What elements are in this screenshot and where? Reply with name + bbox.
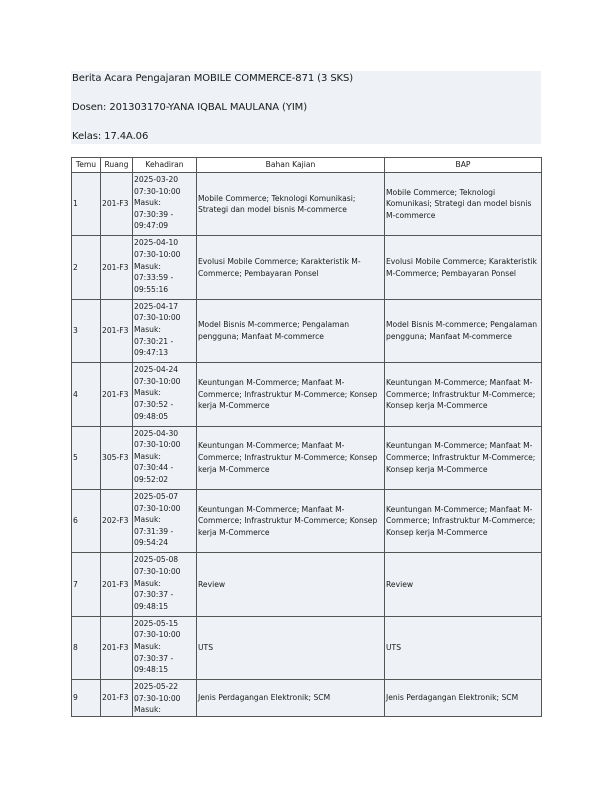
kehadiran-line: 07:30-10:00	[134, 440, 181, 450]
kehadiran-line: Masuk:	[134, 515, 161, 525]
kehadiran-line: 07:30:37 -	[134, 653, 174, 663]
column-header-ruang: Ruang	[101, 158, 133, 173]
kehadiran-line: 2025-03-20	[134, 175, 179, 184]
cell-temu: 8	[72, 616, 101, 679]
kehadiran-line: 07:30-10:00	[134, 376, 181, 386]
cell-bap: Keuntungan M-Commerce; Manfaat M-Commerce; Infrastruktur M-Commerce; Konsep kerja M-Commerce	[385, 363, 542, 426]
kehadiran-line: 2025-05-22	[134, 682, 179, 692]
table-row	[72, 236, 542, 299]
cell-ruang: 201-F3	[101, 173, 133, 236]
kehadiran-line: 09:47:09	[134, 221, 169, 231]
cell-bap: Jenis Perdagangan Elektronik; SCM	[385, 680, 542, 717]
kehadiran-line: 07:30:39 -	[134, 209, 174, 219]
cell-bahan-kajian: UTS	[197, 616, 385, 679]
cell-ruang: 201-F3	[101, 680, 133, 717]
cell-temu: 5	[72, 426, 101, 489]
cell-bap: Keuntungan M-Commerce; Manfaat M-Commerce; Infrastruktur M-Commerce; Konsep kerja M-Commerce	[385, 489, 542, 552]
table-row	[72, 680, 542, 717]
table-row	[72, 426, 542, 489]
cell-ruang: 201-F3	[101, 616, 133, 679]
column-header-kehadiran: Kehadiran	[133, 158, 197, 173]
kehadiran-line: 09:52:02	[134, 474, 169, 484]
cell-temu: 1	[72, 173, 101, 236]
table-row	[72, 363, 542, 426]
kehadiran-line: 09:47:13	[134, 348, 169, 358]
kehadiran-line: 09:48:15	[134, 665, 169, 675]
kehadiran-line: 07:30-10:00	[134, 186, 181, 196]
lecturer-line: Dosen: 201303170-YANA IQBAL MAULANA (YIM)	[72, 102, 308, 113]
column-header-bahan-kajian: Bahan Kajian	[197, 158, 385, 173]
cell-bahan-kajian: Keuntungan M-Commerce; Manfaat M-Commerce; Infrastruktur M-Commerce; Konsep kerja M-Commerce	[197, 426, 385, 489]
kehadiran-line: Masuk:	[134, 451, 161, 461]
table-header-row	[72, 158, 542, 173]
kehadiran-line: 2025-05-15	[134, 618, 179, 628]
table-row	[72, 489, 542, 552]
kehadiran-line: Masuk:	[134, 578, 161, 588]
kehadiran-line: 2025-04-10	[134, 238, 179, 248]
cell-kehadiran	[133, 489, 197, 552]
kehadiran-line: 2025-05-07	[134, 491, 179, 501]
kehadiran-line: 07:30-10:00	[134, 566, 181, 576]
cell-ruang: 201-F3	[101, 363, 133, 426]
kehadiran-line: 07:30:21 -	[134, 336, 174, 346]
cell-bap: Keuntungan M-Commerce; Manfaat M-Commerce; Infrastruktur M-Commerce; Konsep kerja M-Commerce	[385, 426, 542, 489]
document-title: Berita Acara Pengajaran MOBILE COMMERCE-871 (3 SKS)	[72, 73, 354, 84]
cell-bap: Model Bisnis M-commerce; Pengalaman pengguna; Manfaat M-commerce	[385, 299, 542, 362]
cell-bahan-kajian: Keuntungan M-Commerce; Manfaat M-Commerce; Infrastruktur M-Commerce; Konsep kerja M-Commerce	[197, 363, 385, 426]
kehadiran-line: 2025-04-30	[134, 428, 179, 438]
kehadiran-line: Masuk:	[134, 198, 161, 208]
class-line: Kelas: 17.4A.06	[72, 131, 149, 142]
cell-kehadiran	[133, 299, 197, 362]
cell-ruang: 201-F3	[101, 553, 133, 616]
kehadiran-line: 09:55:16	[134, 284, 169, 294]
kehadiran-line: 09:48:05	[134, 411, 169, 421]
column-header-bap: BAP	[385, 158, 542, 173]
cell-bap: Evolusi Mobile Commerce; Karakteristik M-Commerce; Pembayaran Ponsel	[385, 236, 542, 299]
kehadiran-line: 07:30-10:00	[134, 630, 181, 640]
cell-kehadiran	[133, 173, 197, 236]
attendance-table	[71, 157, 542, 717]
kehadiran-line: 2025-04-24	[134, 365, 179, 375]
cell-kehadiran	[133, 363, 197, 426]
cell-bahan-kajian: Evolusi Mobile Commerce; Karakteristik M-Commerce; Pembayaran Ponsel	[197, 236, 385, 299]
cell-temu: 7	[72, 553, 101, 616]
kehadiran-line: 07:31:39 -	[134, 526, 174, 536]
cell-bahan-kajian: Keuntungan M-Commerce; Manfaat M-Commerce; Infrastruktur M-Commerce; Konsep kerja M-Commerce	[197, 489, 385, 552]
cell-ruang: 201-F3	[101, 299, 133, 362]
kehadiran-line: 2025-05-08	[134, 555, 179, 565]
cell-kehadiran	[133, 616, 197, 679]
cell-temu: 6	[72, 489, 101, 552]
kehadiran-line: 07:30:44 -	[134, 463, 174, 473]
cell-bap: Mobile Commerce; Teknologi Komunikasi; Strategi dan model bisnis M-commerce	[385, 173, 542, 236]
cell-kehadiran	[133, 426, 197, 489]
column-header-temu: Temu	[72, 158, 101, 173]
cell-kehadiran	[133, 236, 197, 299]
kehadiran-line: Masuk:	[134, 641, 161, 651]
cell-ruang: 305-F3	[101, 426, 133, 489]
cell-temu: 9	[72, 680, 101, 717]
cell-bap: UTS	[385, 616, 542, 679]
table-row	[72, 299, 542, 362]
cell-bahan-kajian: Review	[197, 553, 385, 616]
cell-temu: 4	[72, 363, 101, 426]
cell-bahan-kajian: Mobile Commerce; Teknologi Komunikasi; Strategi dan model bisnis M-commerce	[197, 173, 385, 236]
cell-kehadiran	[133, 680, 197, 717]
kehadiran-line: Masuk:	[134, 705, 161, 715]
kehadiran-line: 09:48:15	[134, 601, 169, 611]
table-row	[72, 173, 542, 236]
kehadiran-line: 2025-04-17	[134, 301, 179, 311]
kehadiran-line: 07:30:52 -	[134, 399, 174, 409]
cell-kehadiran	[133, 553, 197, 616]
cell-bahan-kajian: Jenis Perdagangan Elektronik; SCM	[197, 680, 385, 717]
kehadiran-line: 09:54:24	[134, 538, 169, 548]
table-row	[72, 616, 542, 679]
kehadiran-line: 07:30:37 -	[134, 590, 174, 600]
kehadiran-line: 07:30-10:00	[134, 249, 181, 259]
cell-ruang: 202-F3	[101, 489, 133, 552]
kehadiran-line: 07:30-10:00	[134, 693, 181, 703]
cell-bap: Review	[385, 553, 542, 616]
cell-ruang: 201-F3	[101, 236, 133, 299]
table-body	[72, 173, 542, 717]
cell-temu: 3	[72, 299, 101, 362]
cell-bahan-kajian: Model Bisnis M-commerce; Pengalaman pengguna; Manfaat M-commerce	[197, 299, 385, 362]
kehadiran-line: Masuk:	[134, 324, 161, 334]
kehadiran-line: Masuk:	[134, 261, 161, 271]
kehadiran-line: 07:30-10:00	[134, 503, 181, 513]
kehadiran-line: 07:33:59 -	[134, 273, 174, 283]
kehadiran-line: Masuk:	[134, 388, 161, 398]
kehadiran-line: 07:30-10:00	[134, 313, 181, 323]
cell-temu: 2	[72, 236, 101, 299]
table-row	[72, 553, 542, 616]
